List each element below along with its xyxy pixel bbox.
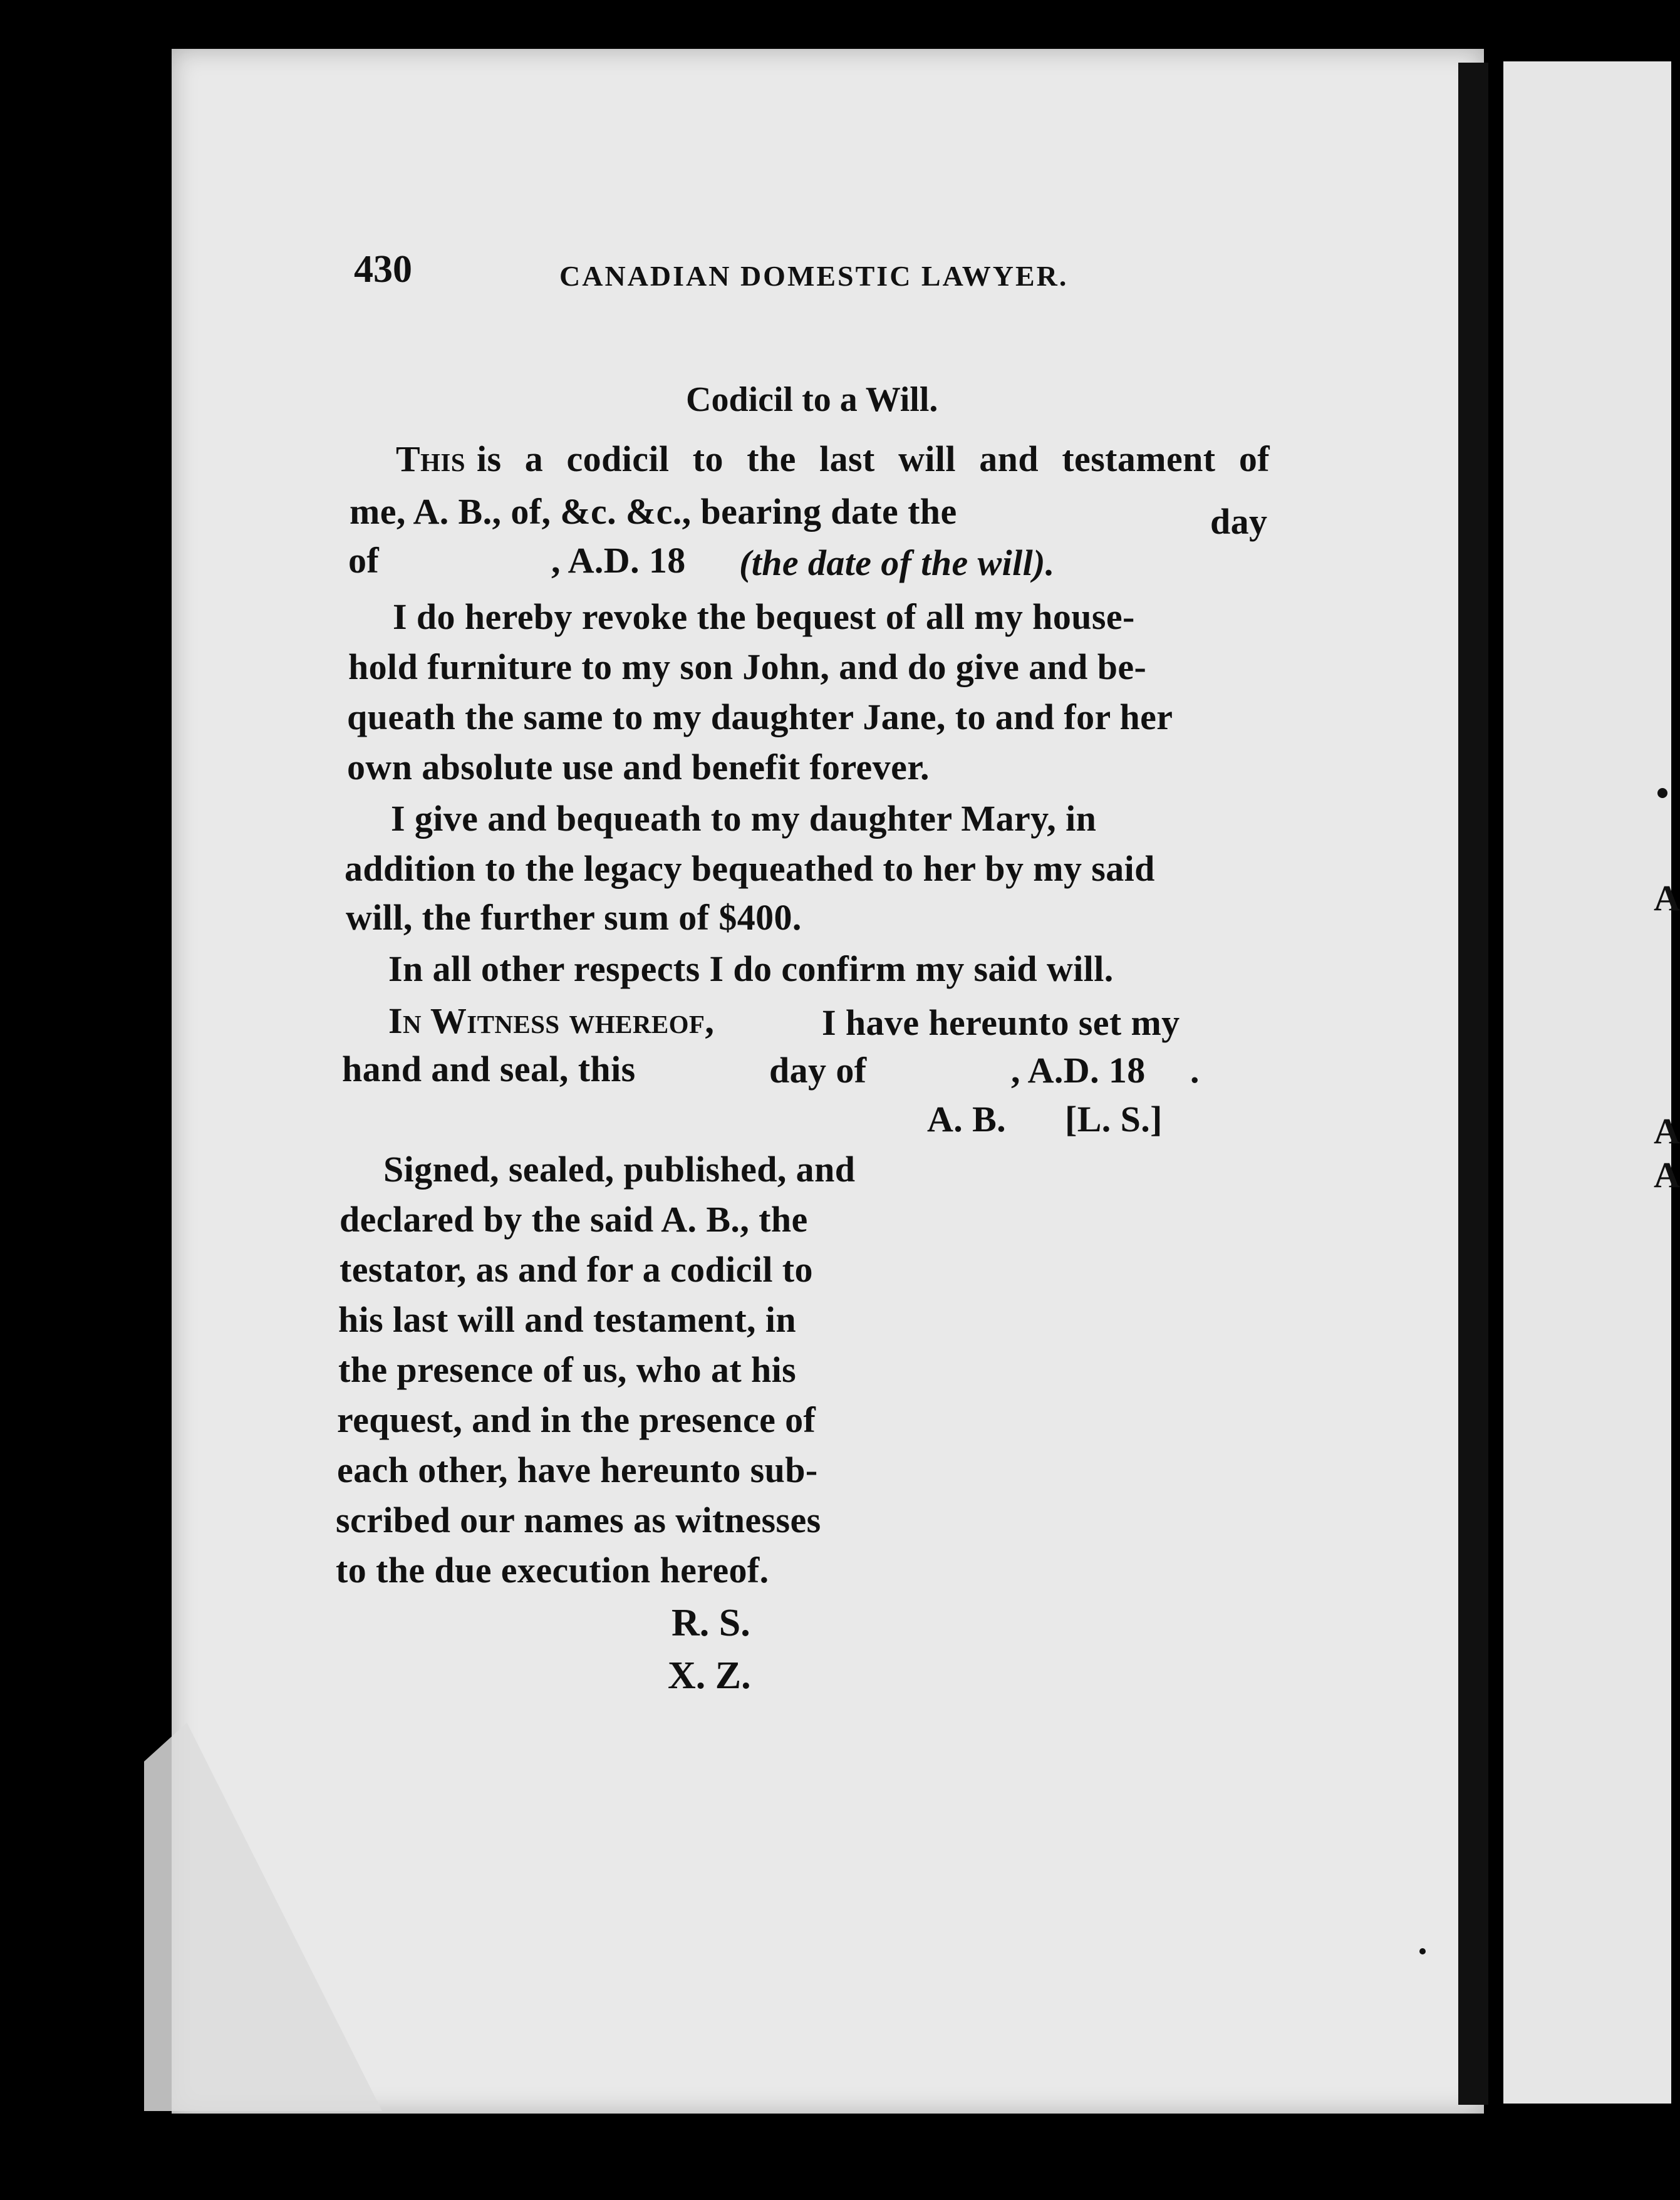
- paragraph-3-line-3: will, the further sum of $400.: [346, 897, 802, 938]
- attestation-line-6: request, and in the presence of: [337, 1399, 816, 1440]
- attestation-line-1: Signed, sealed, published, and: [383, 1149, 856, 1190]
- page-speck: [1419, 1948, 1426, 1954]
- attestation-line-3: testator, as and for a codicil to: [340, 1249, 813, 1290]
- paragraph-1-line-2b: day: [1210, 501, 1268, 542]
- in-witness-whereof: In Witness whereof,: [388, 1000, 715, 1041]
- testator-signature: A. B.: [927, 1099, 1007, 1139]
- facing-page-letter-1: A: [1654, 878, 1680, 918]
- attestation-line-5: the presence of us, who at his: [338, 1349, 797, 1390]
- attestation-line-4: his last will and testament, in: [338, 1299, 797, 1340]
- witness-2-signature: X. Z.: [668, 1654, 751, 1697]
- attestation-line-7: each other, have hereunto sub-: [337, 1450, 818, 1490]
- paragraph-1-line-1: [396, 437, 1270, 481]
- attestation-line-8: scribed our names as witnesses: [336, 1500, 821, 1540]
- paragraph-2-line-2: hold furniture to my son John, and do give and be-: [348, 646, 1147, 687]
- facing-page-bullet: [1657, 788, 1667, 798]
- p1-line1-text: is a codicil to the last will and testament of: [476, 438, 1270, 479]
- facing-page-letter-3: A: [1654, 1154, 1680, 1195]
- attestation-line-9: to the due execution hereof.: [336, 1550, 769, 1590]
- paragraph-1-line-3b: , A.D. 18: [551, 540, 686, 581]
- paragraph-1-line-2a: me, A. B., of, &c. &c., bearing date the: [350, 491, 957, 532]
- witness-1-signature: R. S.: [671, 1602, 750, 1644]
- paragraph-2-line-1: I do hereby revoke the bequest of all my house-: [393, 596, 1135, 637]
- paragraph-4-line-1: In all other respects I do confirm my said will.: [388, 948, 1114, 989]
- facing-page-letter-2: A: [1654, 1111, 1680, 1151]
- attestation-line-2: declared by the said A. B., the: [340, 1199, 808, 1240]
- paragraph-3-line-1: I give and bequeath to my daughter Mary, in: [391, 798, 1097, 839]
- paragraph-3-line-2: addition to the legacy bequeathed to her by my said: [345, 848, 1155, 889]
- paragraph-1-line-3a: of: [348, 540, 380, 581]
- page-number: 430: [354, 248, 412, 291]
- paragraph-5-line-2b: day of: [769, 1050, 867, 1091]
- running-title: CANADIAN DOMESTIC LAWYER.: [559, 260, 1069, 292]
- paragraph-5-line-1: I have hereunto set my: [822, 1002, 1180, 1043]
- section-title: Codicil to a Will.: [686, 380, 938, 419]
- paragraph-5-line-2c: , A.D. 18: [1011, 1050, 1146, 1091]
- seal-mark: [L. S.]: [1065, 1099, 1163, 1139]
- this-small-caps: This: [396, 438, 465, 479]
- paragraph-2-line-4: own absolute use and benefit forever.: [347, 747, 930, 787]
- paragraph-5-line-2d: .: [1190, 1050, 1200, 1091]
- paragraph-1-line-3c: (the date of the will).: [739, 542, 1055, 583]
- paragraph-5-line-2a: hand and seal, this: [342, 1049, 636, 1089]
- paragraph-2-line-3: queath the same to my daughter Jane, to and for her: [347, 697, 1173, 737]
